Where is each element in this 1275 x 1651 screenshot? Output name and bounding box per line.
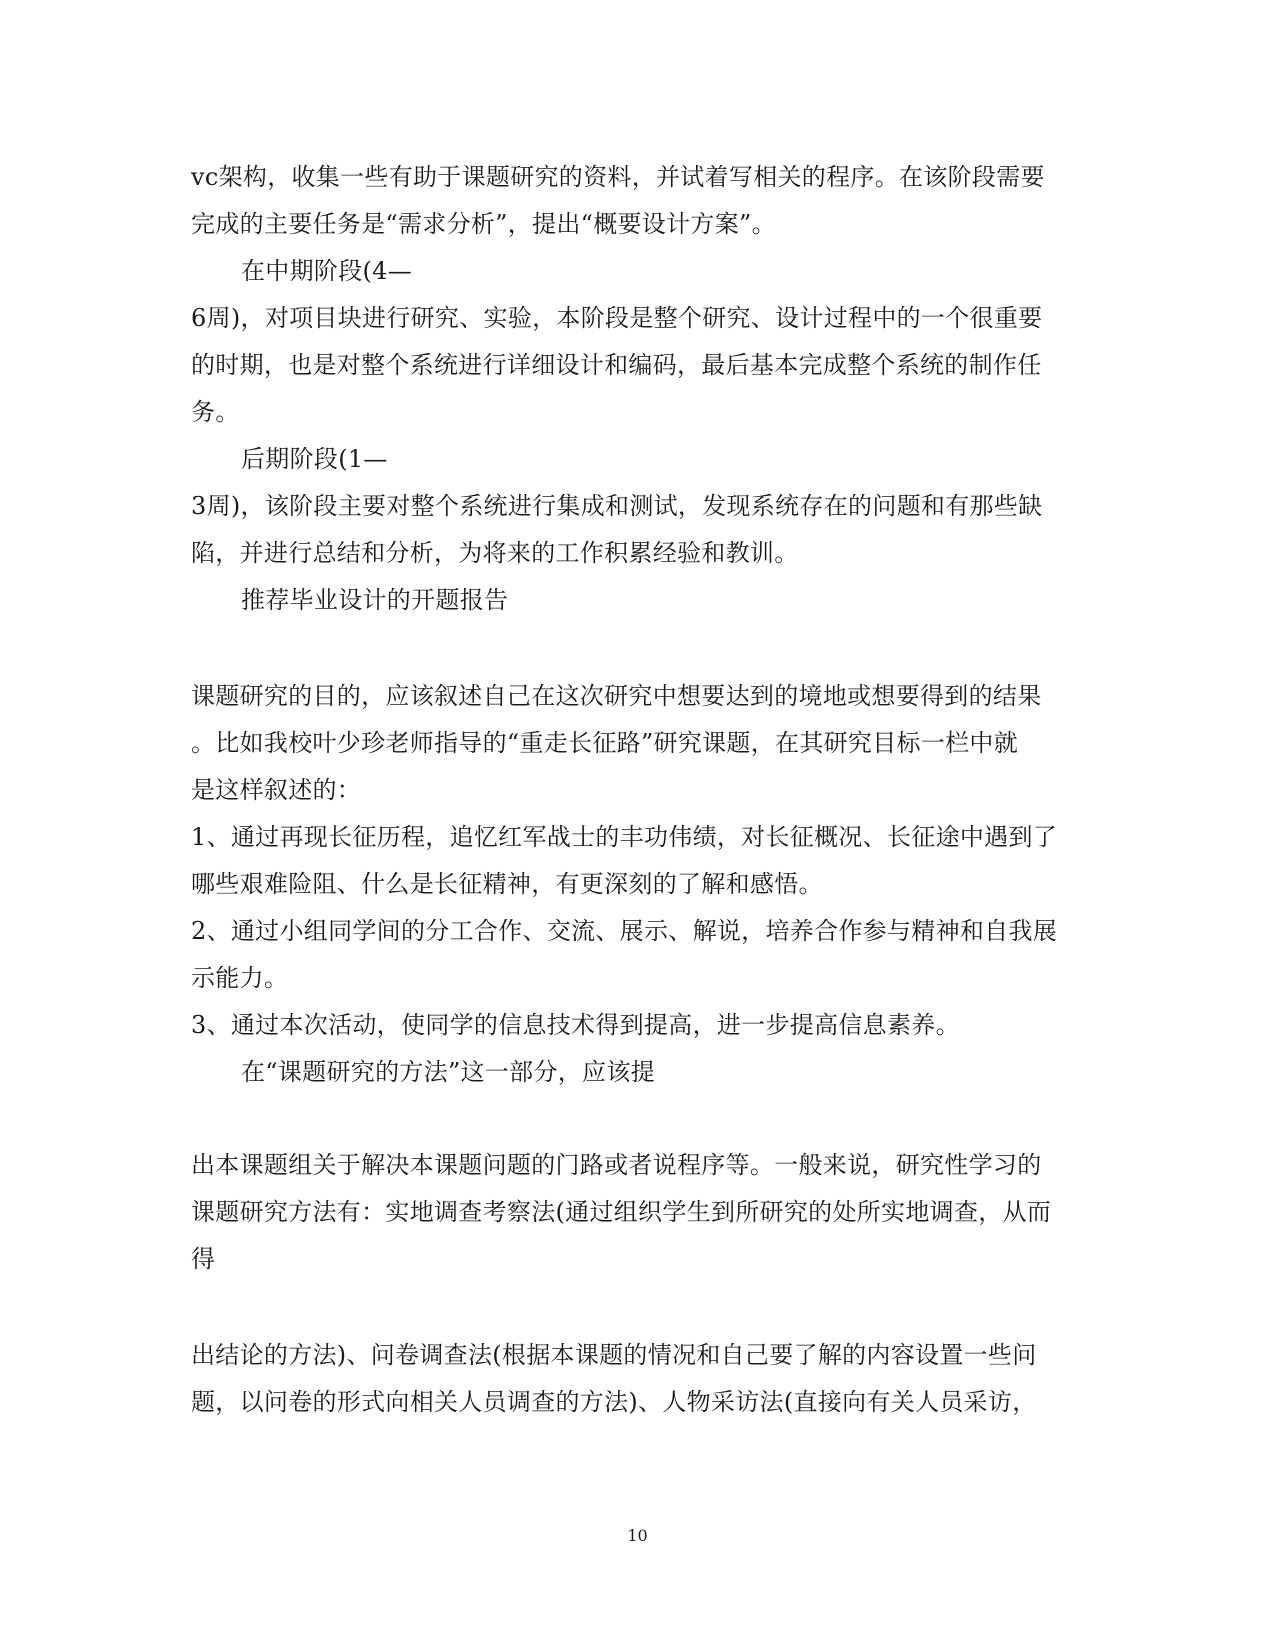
list-item: 2、通过小组同学间的分工合作、交流、展示、解说，培养合作参与精神和自我展 bbox=[191, 917, 1058, 945]
text-line: 题，以问卷的形式向相关人员调查的方法)、人物采访法(直接向有关人员采访， bbox=[191, 1388, 1037, 1416]
text-line: vc架构，收集一些有助于课题研究的资料，并试着写相关的程序。在该阶段需要 bbox=[191, 163, 1045, 191]
text-line: 完成的主要任务是“需求分析”，提出“概要设计方案”。 bbox=[191, 210, 776, 238]
text-line: 后期阶段(1— bbox=[241, 445, 388, 473]
text-line: 的时期，也是对整个系统进行详细设计和编码，最后基本完成整个系统的制作任 bbox=[191, 351, 1042, 379]
text-line: 。比如我校叶少珍老师指导的“重走长征路”研究课题，在其研究目标一栏中就 bbox=[191, 729, 1019, 757]
text-line: 得 bbox=[191, 1245, 216, 1273]
text-line: 陷，并进行总结和分析，为将来的工作积累经验和教训。 bbox=[191, 539, 799, 567]
text-line: 在中期阶段(4— bbox=[241, 257, 413, 285]
text-line: 示能力。 bbox=[191, 964, 289, 992]
section-heading: 推荐毕业设计的开题报告 bbox=[241, 586, 509, 614]
text-line: 出本课题组关于解决本课题问题的门路或者说程序等。一般来说，研究性学习的 bbox=[191, 1151, 1042, 1179]
text-line: 3周)，该阶段主要对整个系统进行集成和测试，发现系统存在的问题和有那些缺 bbox=[191, 492, 1043, 520]
list-item: 1、通过再现长征历程，追忆红军战士的丰功伟绩，对长征概况、长征途中遇到了 bbox=[191, 823, 1058, 851]
text-line: 在“课题研究的方法”这一部分，应该提 bbox=[241, 1058, 655, 1086]
text-line: 课题研究方法有：实地调查考察法(通过组织学生到所研究的处所实地调查，从而 bbox=[191, 1198, 1052, 1226]
text-line: 务。 bbox=[191, 398, 240, 426]
text-line: 哪些艰难险阻、什么是长征精神，有更深刻的了解和感悟。 bbox=[191, 870, 823, 898]
list-item: 3、通过本次活动，使同学的信息技术得到提高，进一步提高信息素养。 bbox=[191, 1011, 960, 1039]
text-line: 出结论的方法)、问卷调查法(根据本课题的情况和自己要了解的内容设置一些问 bbox=[191, 1341, 1037, 1369]
text-line: 课题研究的目的，应该叙述自己在这次研究中想要达到的境地或想要得到的结果 bbox=[191, 682, 1042, 710]
page-number: 10 bbox=[627, 1526, 648, 1545]
text-line: 是这样叙述的： bbox=[191, 776, 362, 804]
text-line: 6周)，对项目块进行研究、实验，本阶段是整个研究、设计过程中的一个很重要 bbox=[191, 304, 1043, 332]
